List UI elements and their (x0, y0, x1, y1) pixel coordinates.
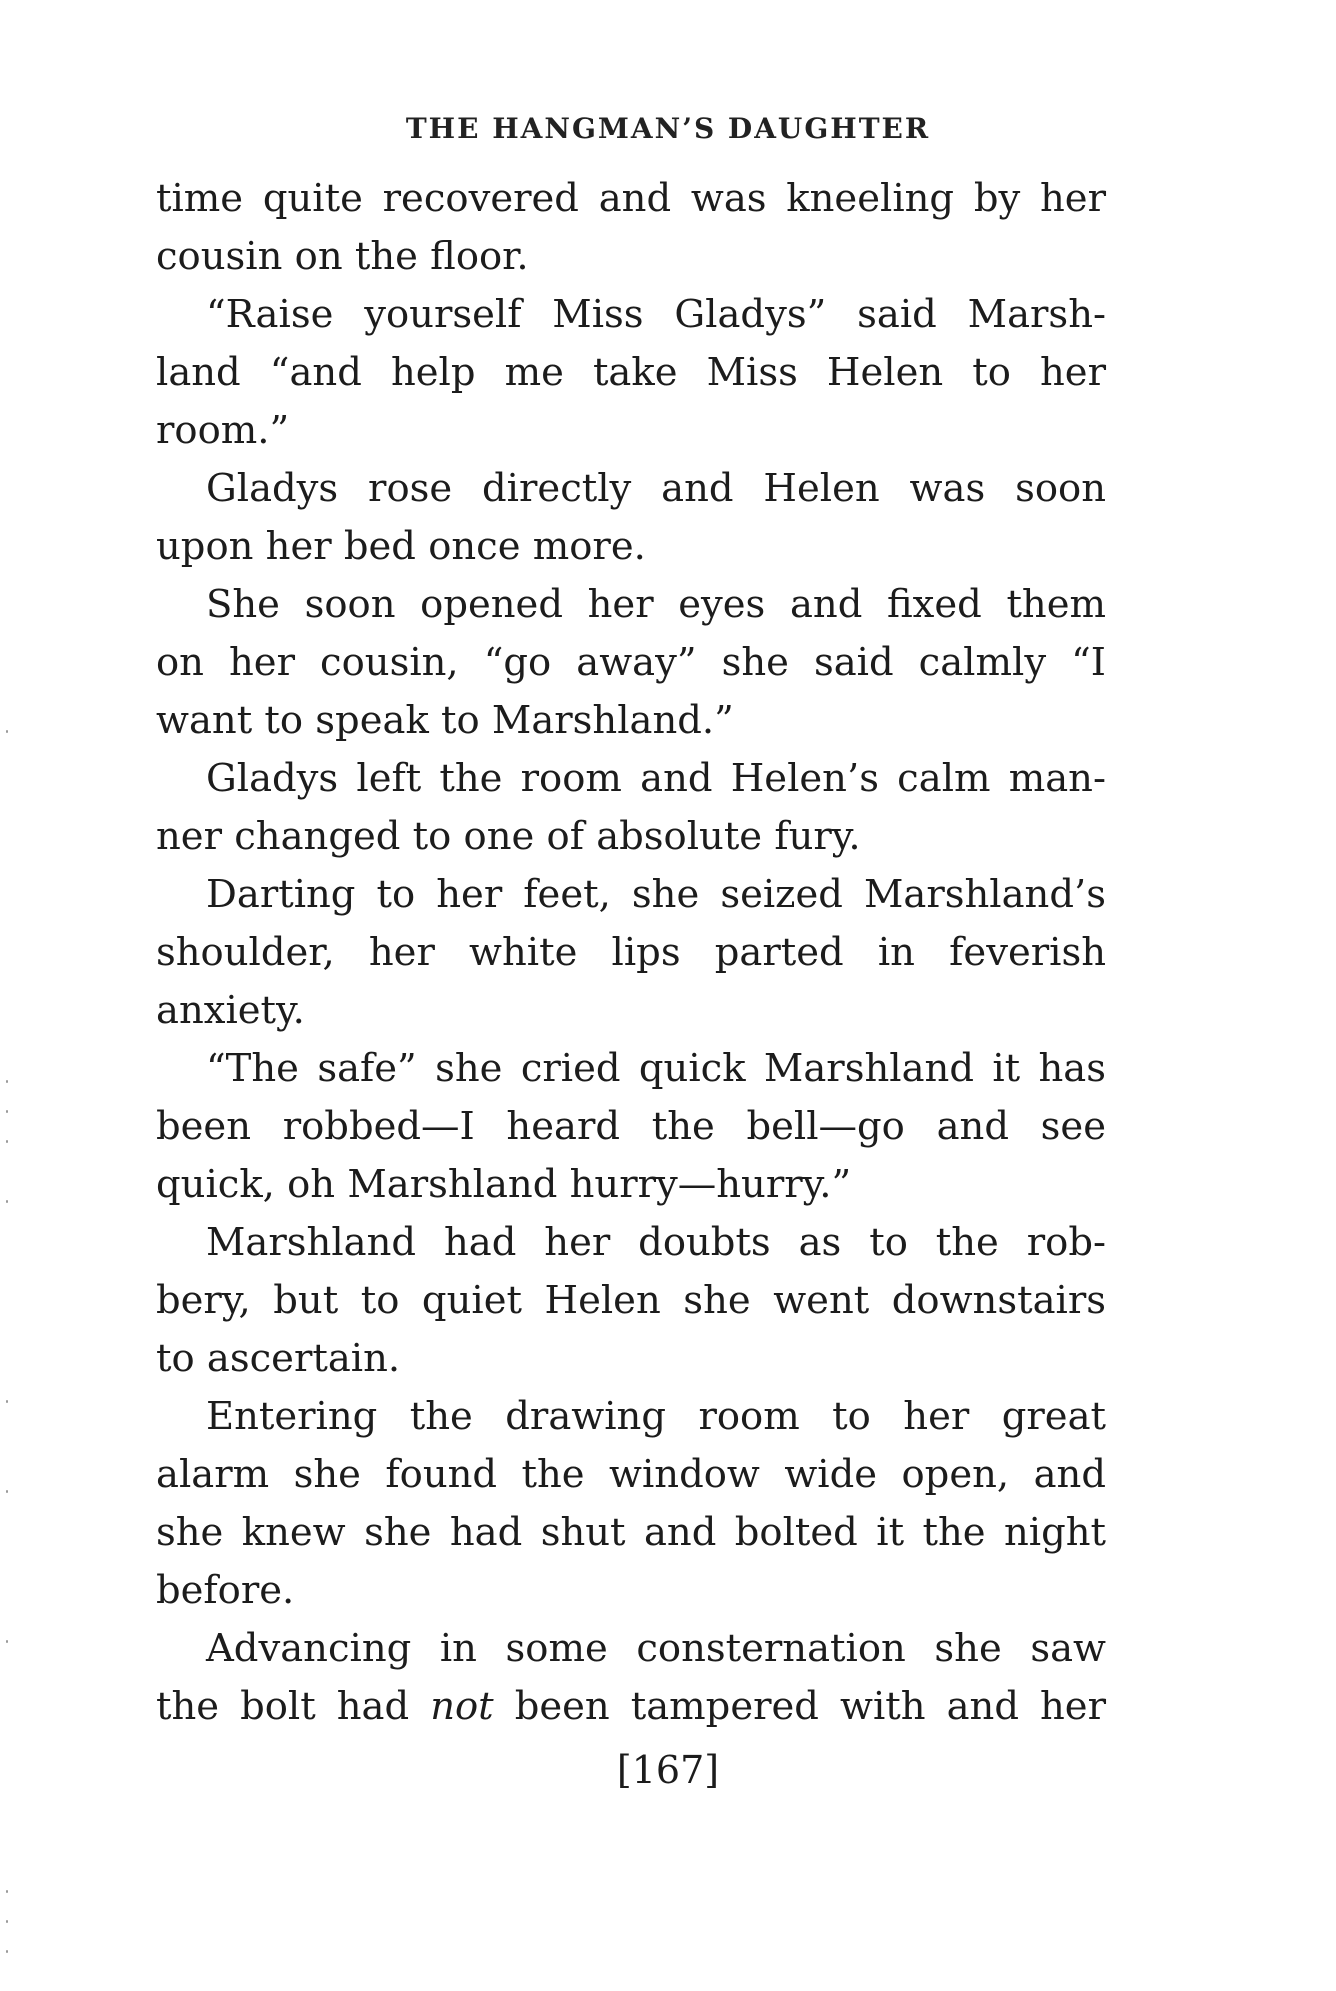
text-line: Darting to her feet, she seized Marshland’s (206, 872, 1106, 917)
text-line: she knew she had shut and bolted it the night (156, 1510, 1106, 1555)
scan-speck (6, 1950, 8, 1953)
text-line: room.” (156, 408, 290, 453)
scan-speck (6, 730, 8, 733)
paragraph (156, 576, 1106, 750)
paragraph (156, 750, 1106, 866)
paragraph (156, 286, 1106, 460)
text-line: “The safe” she cried quick Marshland it has (206, 1046, 1106, 1091)
paragraph (156, 866, 1106, 1040)
text-line: Gladys left the room and Helen’s calm man- (206, 756, 1106, 801)
text-line: the bolt had not been tampered with and her (156, 1684, 1106, 1729)
text-line: shoulder, her white lips parted in feverish (156, 930, 1106, 975)
text-line: ner changed to one of absolute fury. (156, 814, 861, 859)
text-line: before. (156, 1568, 295, 1613)
text-line: Marshland had her doubts as to the rob- (206, 1220, 1106, 1265)
scan-speck (6, 1640, 8, 1643)
scan-speck (6, 1140, 8, 1143)
text-line: “Raise yourself Miss Gladys” said Marsh- (206, 292, 1106, 337)
paragraph (156, 1040, 1106, 1214)
text-line: Entering the drawing room to her great (206, 1394, 1106, 1439)
text-line: quick, oh Marshland hurry—hurry.” (156, 1162, 852, 1207)
text-line: bery, but to quiet Helen she went downstairs (156, 1278, 1106, 1323)
text-line: She soon opened her eyes and fixed them (206, 582, 1106, 627)
paragraph (156, 1214, 1106, 1388)
text-line: want to speak to Marshland.” (156, 698, 734, 743)
paragraph (156, 170, 1106, 286)
emphasis-word: not (430, 1684, 494, 1729)
scan-speck (6, 1200, 8, 1203)
scan-speck (6, 1400, 8, 1403)
page-number: [167] (616, 1748, 720, 1792)
paragraph (156, 1620, 1106, 1736)
text-line: cousin on the floor. (156, 234, 529, 279)
text-line: alarm she found the window wide open, and (156, 1452, 1106, 1497)
scan-speck (6, 1490, 8, 1493)
text-line: been robbed—I heard the bell—go and see (156, 1104, 1106, 1149)
paragraph (156, 1388, 1106, 1620)
text-line: upon her bed once more. (156, 524, 646, 569)
scan-speck (6, 1920, 8, 1923)
running-head: THE HANGMAN’S DAUGHTER (405, 112, 931, 145)
scan-speck (6, 1890, 8, 1893)
text-line: Gladys rose directly and Helen was soon (206, 466, 1106, 511)
text-line: anxiety. (156, 988, 305, 1033)
scan-speck (6, 1110, 8, 1113)
text-line: on her cousin, “go away” she said calmly “I (156, 640, 1106, 685)
scan-speck (6, 1080, 8, 1083)
text-line: time quite recovered and was kneeling by her (156, 176, 1106, 221)
body-text (156, 170, 1106, 1736)
text-line: Advancing in some consternation she saw (206, 1626, 1106, 1671)
text-line: to ascertain. (156, 1336, 401, 1381)
text-line: land “and help me take Miss Helen to her (156, 350, 1106, 395)
paragraph (156, 460, 1106, 576)
scan-edge-marks (6, 700, 16, 1980)
